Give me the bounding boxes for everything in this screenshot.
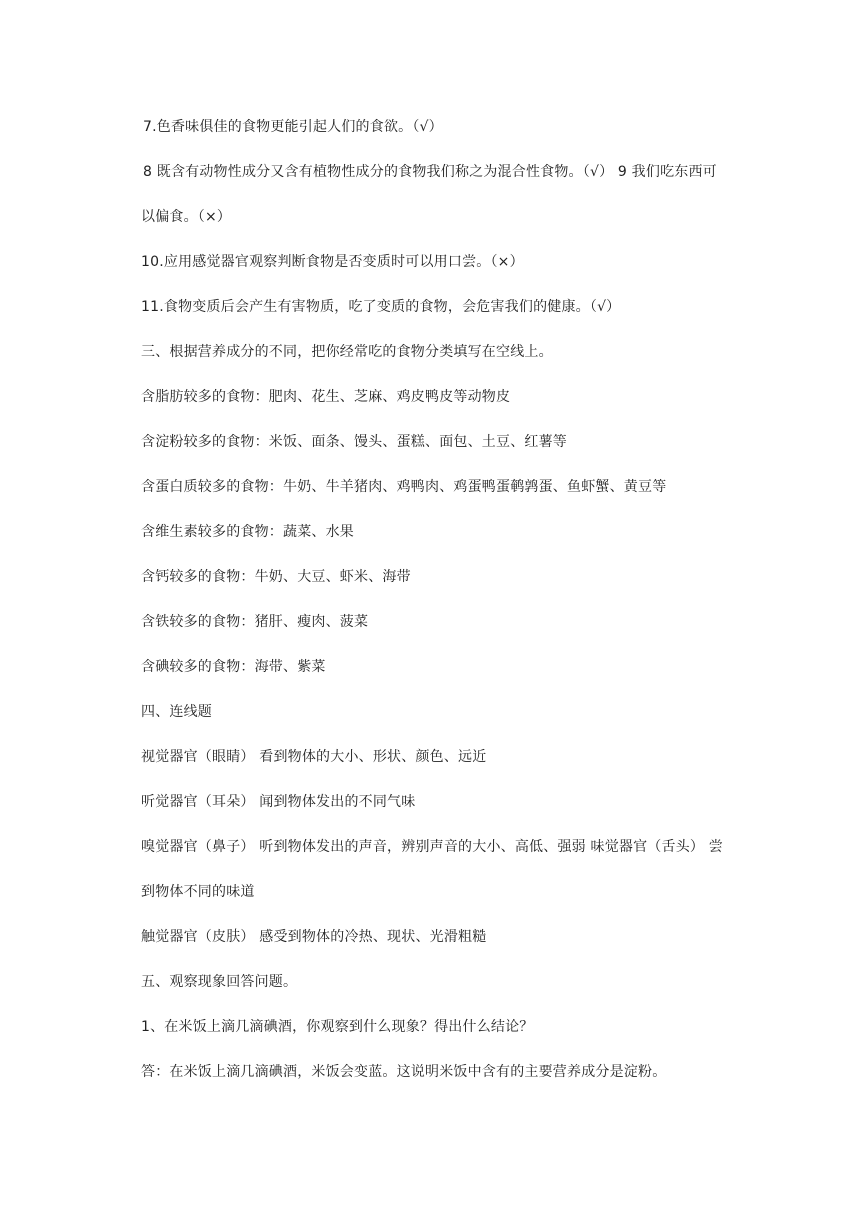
section-five-heading: 五、观察现象回答问题。 [141, 974, 298, 990]
iodine-foods-line: 含碘较多的食物：海带、紫菜 [141, 659, 326, 675]
hearing-organ-line: 听觉器官（耳朵） 闻到物体发出的不同气味 [141, 794, 416, 810]
judgment-item-11: 11.食物变质后会产生有害物质，吃了变质的食物，会危害我们的健康。（√） [141, 299, 621, 315]
judgment-item-7: 7.色香味俱佳的食物更能引起人们的食欲。（√） [143, 119, 443, 135]
taste-organ-continued-line: 到物体不同的味道 [141, 884, 255, 900]
touch-organ-line: 触觉器官（皮肤） 感受到物体的冷热、现状、光滑粗糙 [141, 929, 487, 945]
protein-foods-line: 含蛋白质较多的食物：牛奶、牛羊猪肉、鸡鸭肉、鸡蛋鸭蛋鹌鹑蛋、鱼虾蟹、黄豆等 [141, 479, 667, 495]
section-three-heading: 三、根据营养成分的不同，把你经常吃的食物分类填写在空线上。 [141, 344, 553, 360]
calcium-foods-line: 含钙较多的食物：牛奶、大豆、虾米、海带 [141, 569, 411, 585]
answer-1: 答：在米饭上滴几滴碘酒，米饭会变蓝。这说明米饭中含有的主要营养成分是淀粉。 [141, 1064, 667, 1080]
section-four-heading: 四、连线题 [141, 704, 212, 720]
starch-foods-line: 含淀粉较多的食物：米饭、面条、馒头、蛋糕、面包、土豆、红薯等 [141, 434, 567, 450]
vitamin-foods-line: 含维生素较多的食物：蔬菜、水果 [141, 524, 354, 540]
judgment-item-10: 10.应用感觉器官观察判断食物是否变质时可以用口尝。（×） [141, 254, 524, 270]
judgment-item-9-continued: 以偏食。（×） [141, 209, 232, 225]
judgment-item-8-9: 8 既含有动物性成分又含有植物性成分的食物我们称之为混合性食物。（√） 9 我们吃东西可 [143, 164, 717, 180]
question-1: 1、在米饭上滴几滴碘酒，你观察到什么现象？得出什么结论？ [141, 1019, 534, 1035]
iron-foods-line: 含铁较多的食物：猪肝、瘦肉、菠菜 [141, 614, 369, 630]
fat-foods-line: 含脂肪较多的食物：肥肉、花生、芝麻、鸡皮鸭皮等动物皮 [141, 389, 511, 405]
vision-organ-line: 视觉器官（眼睛） 看到物体的大小、形状、颜色、远近 [141, 749, 487, 765]
smell-organ-line: 嗅觉器官（鼻子） 听到物体发出的声音，辨别声音的大小、高低、强弱 味觉器官（舌头） 尝 [141, 839, 723, 855]
